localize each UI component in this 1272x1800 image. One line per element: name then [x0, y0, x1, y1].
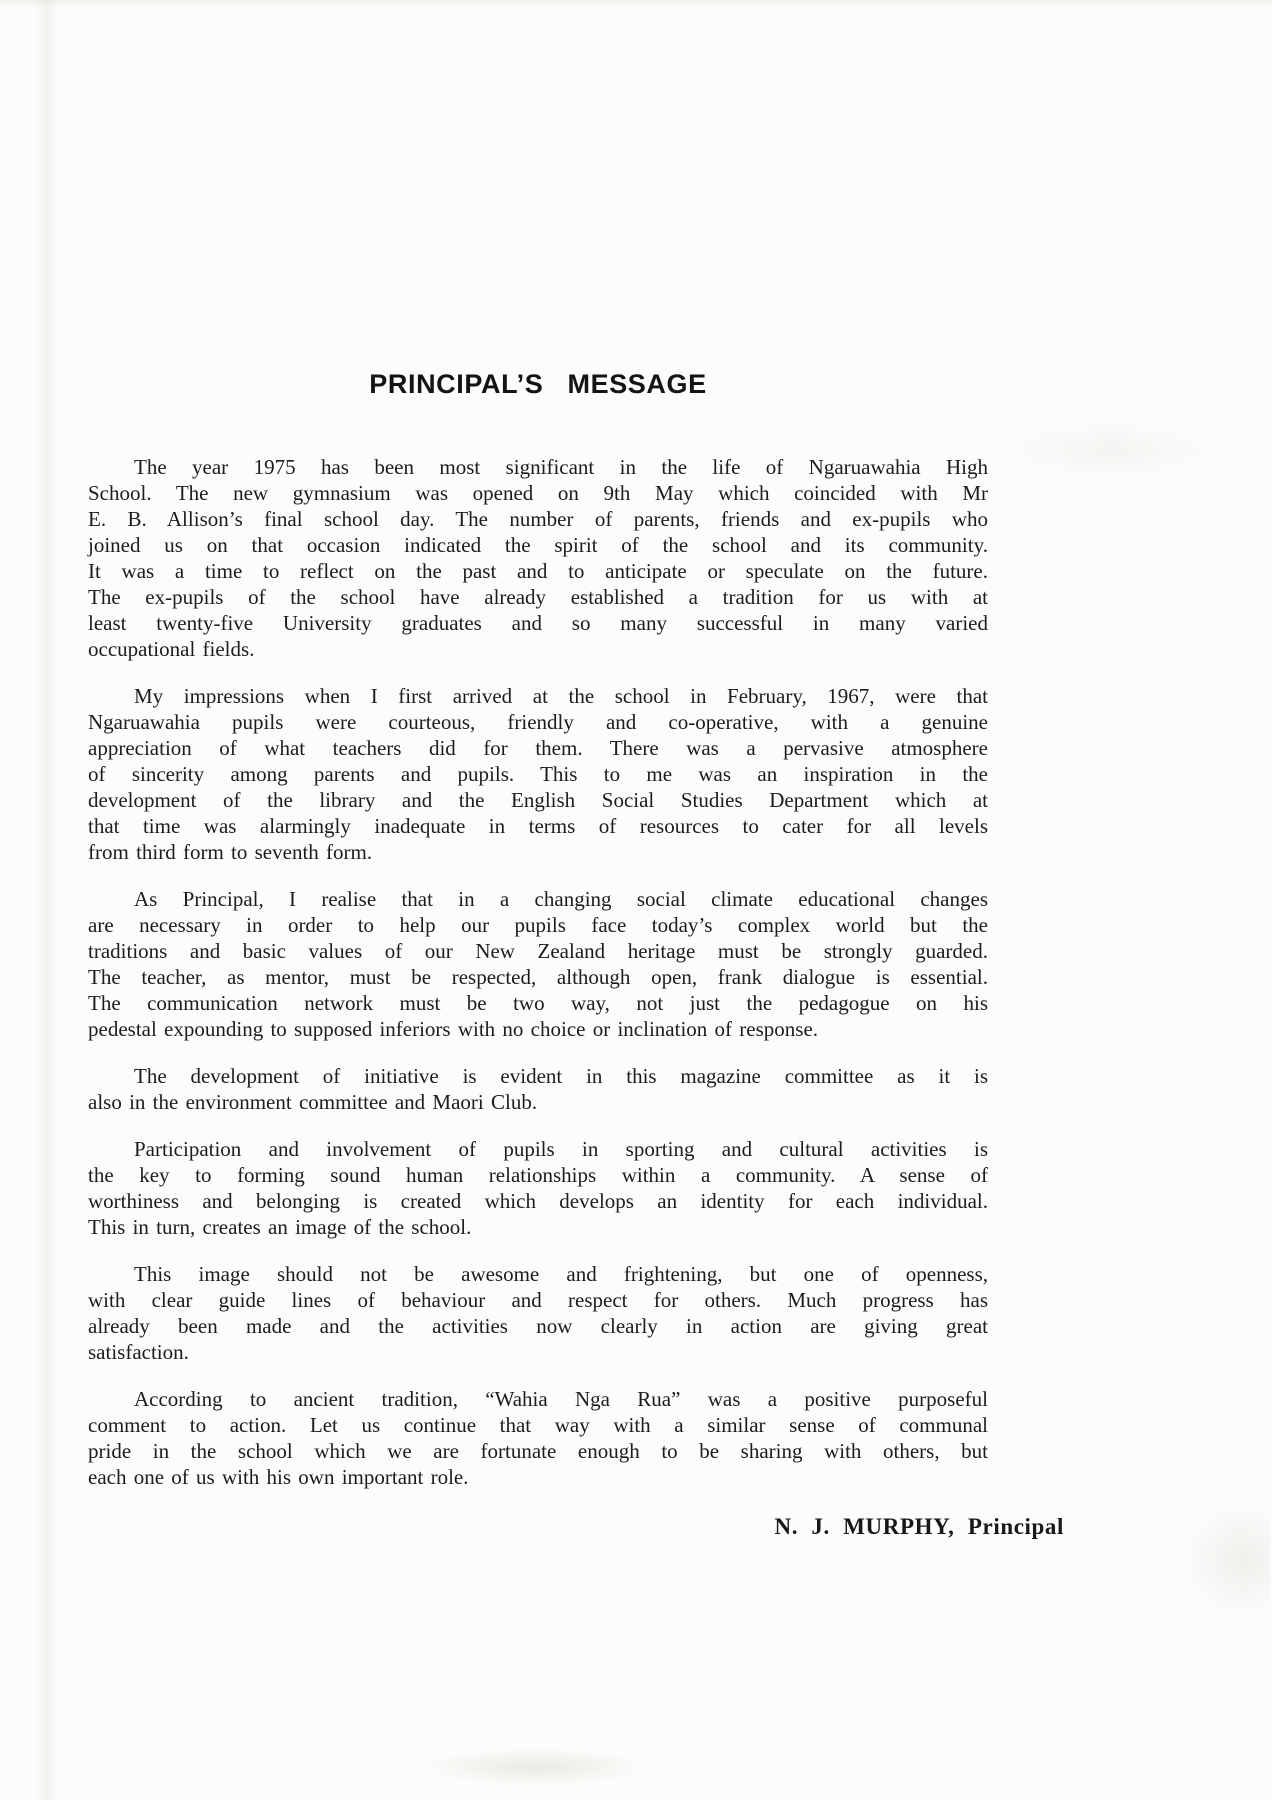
- paragraph-line: from third form to seventh form.: [88, 840, 373, 864]
- paragraph-line: It was a time to reflect on the past and to anticipate or speculate on the future.: [88, 559, 988, 583]
- paragraph-line: that time was alarmingly inadequate in terms of resources to cater for all levels: [88, 814, 988, 838]
- paragraph-line: E. B. Allison’s final school day. The number of parents, friends and ex-pupils who: [88, 507, 988, 531]
- paragraph-line: My impressions when I first arrived at the school in February, 1967, were that: [134, 684, 988, 708]
- signature: N. J. MURPHY, Principal: [774, 1514, 1064, 1539]
- paragraph: [88, 1261, 988, 1365]
- paragraph-line: As Principal, I realise that in a changing social climate educational changes: [134, 887, 988, 911]
- paragraph-line: The year 1975 has been most significant in the life of Ngaruawahia High: [134, 455, 988, 479]
- paragraph-line: Participation and involvement of pupils in sporting and cultural activities is: [134, 1137, 988, 1161]
- scan-artifact-smudge: [1180, 1500, 1270, 1620]
- scan-artifact-smudge: [1000, 420, 1220, 480]
- page-title: PRINCIPAL’S MESSAGE: [369, 369, 707, 399]
- message-body: [88, 454, 988, 1490]
- paragraph-line: the key to forming sound human relationships within a community. A sense of: [88, 1163, 988, 1187]
- paragraph: [88, 1386, 988, 1490]
- paragraph-line: also in the environment committee and Maori Club.: [88, 1090, 538, 1114]
- paragraph-line: worthiness and belonging is created which develops an identity for each individual.: [88, 1189, 988, 1213]
- paragraph-line: development of the library and the English Social Studies Department which at: [88, 788, 988, 812]
- paragraph: [88, 683, 988, 865]
- paragraph-line: The teacher, as mentor, must be respected, although open, frank dialogue is essential.: [88, 965, 988, 989]
- paragraph-line: least twenty-five University graduates and so many successful in many varied: [88, 611, 988, 635]
- paragraph: [88, 1063, 988, 1115]
- paragraph-line: The development of initiative is evident in this magazine committee as it is: [134, 1064, 988, 1088]
- message-content: [88, 0, 1064, 1540]
- paragraph-line: joined us on that occasion indicated the spirit of the school and its community.: [88, 533, 988, 557]
- paragraph-line: School. The new gymnasium was opened on 9th May which coincided with Mr: [88, 481, 988, 505]
- paragraph-line: satisfaction.: [88, 1340, 189, 1364]
- paragraph-line: pedestal expounding to supposed inferiors with no choice or inclination of response.: [88, 1017, 819, 1041]
- paragraph-line: traditions and basic values of our New Zealand heritage must be strongly guarded.: [88, 939, 988, 963]
- scan-artifact-left-edge: [36, 0, 58, 1800]
- paragraph-line: The communication network must be two way, not just the pedagogue on his: [88, 991, 988, 1015]
- paragraph: [88, 1136, 988, 1240]
- paragraph-line: appreciation of what teachers did for them. There was a pervasive atmosphere: [88, 736, 988, 760]
- paragraph-line: pride in the school which we are fortunate enough to be sharing with others, but: [88, 1439, 988, 1463]
- paragraph-line: This image should not be awesome and frightening, but one of openness,: [134, 1262, 988, 1286]
- scan-artifact-smudge: [420, 1748, 650, 1786]
- paragraph-line: The ex-pupils of the school have already established a tradition for us with at: [88, 585, 988, 609]
- paragraph-line: Ngaruawahia pupils were courteous, friendly and co-operative, with a genuine: [88, 710, 988, 734]
- paragraph-line: occupational fields.: [88, 637, 255, 661]
- paragraph-line: of sincerity among parents and pupils. This to me was an inspiration in the: [88, 762, 988, 786]
- paragraph-line: According to ancient tradition, “Wahia Nga Rua” was a positive purposeful: [134, 1387, 988, 1411]
- paragraph-line: with clear guide lines of behaviour and respect for others. Much progress has: [88, 1288, 988, 1312]
- paragraph: [88, 454, 988, 662]
- paragraph-line: comment to action. Let us continue that way with a similar sense of communal: [88, 1413, 988, 1437]
- paragraph-line: each one of us with his own important role.: [88, 1465, 469, 1489]
- paragraph-line: This in turn, creates an image of the school.: [88, 1215, 472, 1239]
- paragraph-line: are necessary in order to help our pupils face today’s complex world but the: [88, 913, 988, 937]
- paragraph: [88, 886, 988, 1042]
- paragraph-line: already been made and the activities now clearly in action are giving great: [88, 1314, 988, 1338]
